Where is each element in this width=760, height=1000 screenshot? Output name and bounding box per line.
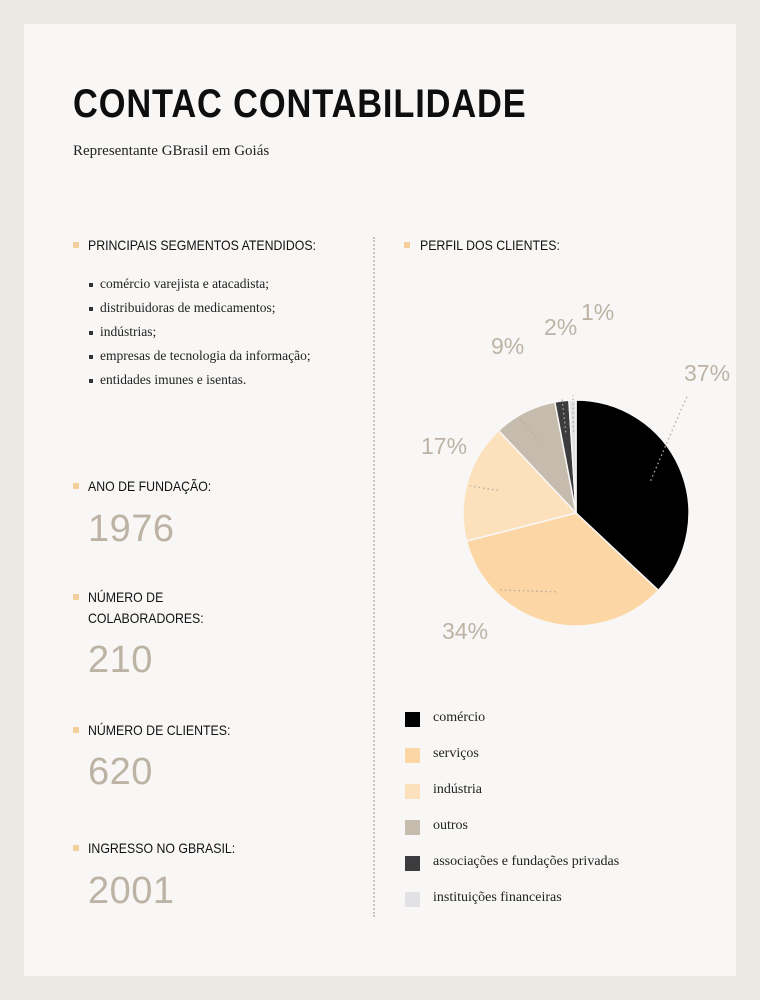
legend-label: serviços: [433, 746, 479, 761]
legend-label: comércio: [433, 710, 486, 725]
segments-heading: PRINCIPAIS SEGMENTOS ATENDIDOS:: [88, 237, 316, 253]
profile-heading: PERFIL DOS CLIENTES:: [420, 237, 560, 253]
page-title: CONTAC CONTABILIDADE: [73, 82, 527, 126]
pie-label-3: 9%: [491, 333, 525, 359]
legend-swatch: [405, 820, 420, 835]
pie-label-2: 17%: [421, 433, 468, 459]
legend-swatch: [405, 748, 420, 763]
employees-value: 210: [88, 639, 153, 681]
legend-swatch: [405, 784, 420, 799]
list-item: indústrias;: [88, 323, 311, 347]
gbrasil-value: 2001: [88, 870, 175, 912]
employees-label-line2: COLABORADORES:: [88, 610, 204, 626]
founded-value: 1976: [88, 508, 175, 550]
legend-label: associações e fundações privadas: [433, 854, 620, 869]
pie-chart: [24, 24, 736, 976]
legend-label: indústria: [433, 782, 482, 797]
gbrasil-label: INGRESSO NO GBRASIL:: [88, 840, 236, 856]
pie-label-4: 2%: [544, 314, 578, 340]
infographic-card: [24, 24, 736, 976]
pie-label-1: 34%: [442, 618, 489, 644]
legend-swatch: [405, 856, 420, 871]
legend-label: instituições financeiras: [433, 890, 562, 905]
clients-label: NÚMERO DE CLIENTES:: [88, 722, 231, 738]
legend-label: outros: [433, 818, 468, 833]
legend-swatch: [405, 892, 420, 907]
legend-swatch: [405, 712, 420, 727]
list-item: entidades imunes e isentas.: [88, 371, 311, 395]
clients-value: 620: [88, 751, 153, 793]
list-item: distribuidoras de medicamentos;: [88, 299, 311, 323]
list-item: empresas de tecnologia da informação;: [88, 347, 311, 371]
page-subtitle: Representante GBrasil em Goiás: [73, 143, 270, 159]
pie-label-0: 37%: [684, 360, 731, 386]
list-item: comércio varejista e atacadista;: [88, 275, 311, 299]
founded-label: ANO DE FUNDAÇÃO:: [88, 478, 212, 494]
employees-label-line1: NÚMERO DE: [88, 589, 164, 605]
pie-label-5: 1%: [581, 299, 615, 325]
